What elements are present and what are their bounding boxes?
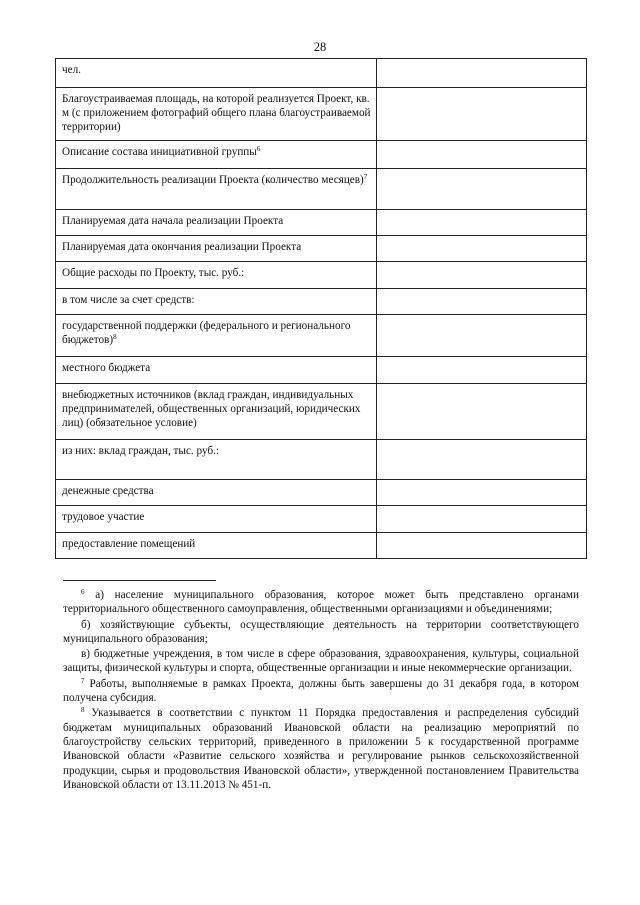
- table-row: [56, 533, 587, 559]
- row-value-labor[interactable]: [377, 506, 587, 533]
- footnote-ref-8: 8: [113, 333, 117, 341]
- footnotes: [63, 588, 579, 793]
- footnote-7: $^7$ Работы, выполняемые в рамках Проекта, должны быть завершены до 31 декабря года, в котором получена субсидия.: [63, 676, 579, 705]
- row-value-citizens-contribution[interactable]: [377, 440, 587, 480]
- row-label-extrabudgetary: внебюджетных источников (вклад граждан, индивидуальных предпринимателей, общественных организаций, юридических лиц) (обязательное условие): [56, 384, 377, 440]
- footnote-6v: в) бюджетные учреждения, в том числе в сфере образования, здравоохранения, культуры, социальной защиты, физической культуры и спорта, общественные организации и иные некоммерческие организации.: [63, 648, 579, 675]
- table-row: [56, 59, 587, 88]
- row-label-state-support: государственной поддержки (федерального и регионального бюджетов)$^8$: [56, 315, 377, 357]
- row-label-citizens-contribution: из них: вклад граждан, тыс. руб.:: [56, 440, 377, 480]
- footnote-6b: б) хозяйствующие субъекты, осуществляющие деятельность на территории соответствующего муниципального образования;: [63, 618, 579, 645]
- row-label-premises: предоставление помещений: [56, 533, 377, 559]
- row-value-premises[interactable]: [377, 533, 587, 559]
- row-value-start-date[interactable]: [377, 210, 587, 236]
- row-label-total-costs: Общие расходы по Проекту, тыс. руб.:: [56, 262, 377, 289]
- row-value-state-support[interactable]: [377, 315, 587, 357]
- row-label-start-date: Планируемая дата начала реализации Проекта: [56, 210, 377, 236]
- row-value-money[interactable]: [377, 480, 587, 506]
- table-row: [56, 357, 587, 384]
- footnote-ref-6: 6: [256, 145, 261, 153]
- row-label-people: чел.: [56, 59, 377, 88]
- table-row: [56, 169, 587, 210]
- table-row: [56, 262, 587, 289]
- table-row: [56, 236, 587, 262]
- row-value-people[interactable]: [377, 59, 587, 88]
- row-label-initiative-group: Описание состава инициативной группы$^6$: [56, 141, 377, 169]
- table-row: [56, 506, 587, 533]
- row-label-local-budget: местного бюджета: [56, 357, 377, 384]
- footnote-8: $^8$ Указывается в соответствии с пунктом 11 Порядка предоставления и распределения субсидий бюджетам муниципальных образований Ивановской области на реализацию мероприятий по благоустройству сельских территорий, приведенного в приложении 5 к государственной программе Ивановской области «Развитие сельского хозяйства и регулирование рынков сельскохозяйственной продукции, сырья и продовольствия Ивановской области», утвержденной постановлением Правительства Ивановской области от 13.11.2013 № 451-п.: [63, 706, 580, 791]
- table-row: [56, 440, 587, 480]
- row-value-total-costs[interactable]: [377, 262, 587, 289]
- footnote-6a: $^6$ а) население муниципального образования, которое может быть представлено органами территориального общественного самоуправления, общественными организациями и объединениями;: [63, 588, 579, 616]
- row-label-funding-sources: в том числе за счет средств:: [56, 289, 377, 315]
- row-label-duration: Продолжительность реализации Проекта (количество месяцев)$^7$: [56, 169, 377, 210]
- row-value-duration[interactable]: [377, 169, 587, 210]
- table-row: [56, 210, 587, 236]
- row-label-labor: трудовое участие: [56, 506, 377, 533]
- table-row: [56, 480, 587, 506]
- row-value-extrabudgetary[interactable]: [377, 384, 587, 440]
- footnote-ref-7: 7: [363, 173, 368, 181]
- project-info-table: [55, 58, 587, 559]
- row-value-local-budget[interactable]: [377, 357, 587, 384]
- row-value-area[interactable]: [377, 88, 587, 141]
- row-label-area: Благоустраиваемая площадь, на которой реализуется Проект, кв. м (с приложением фотографий общего плана благоустраиваемой территории): [56, 88, 377, 141]
- table-row: [56, 384, 587, 440]
- row-label-money: денежные средства: [56, 480, 377, 506]
- page-number: 28: [313, 40, 327, 54]
- row-value-funding-sources[interactable]: [377, 289, 587, 315]
- table-row: [56, 315, 587, 357]
- table-row: [56, 88, 587, 141]
- row-value-end-date[interactable]: [377, 236, 587, 262]
- table-row: [56, 141, 587, 169]
- footnote-separator: [63, 580, 216, 581]
- table-row: [56, 289, 587, 315]
- row-value-initiative-group[interactable]: [377, 141, 587, 169]
- row-label-end-date: Планируемая дата окончания реализации Проекта: [56, 236, 377, 262]
